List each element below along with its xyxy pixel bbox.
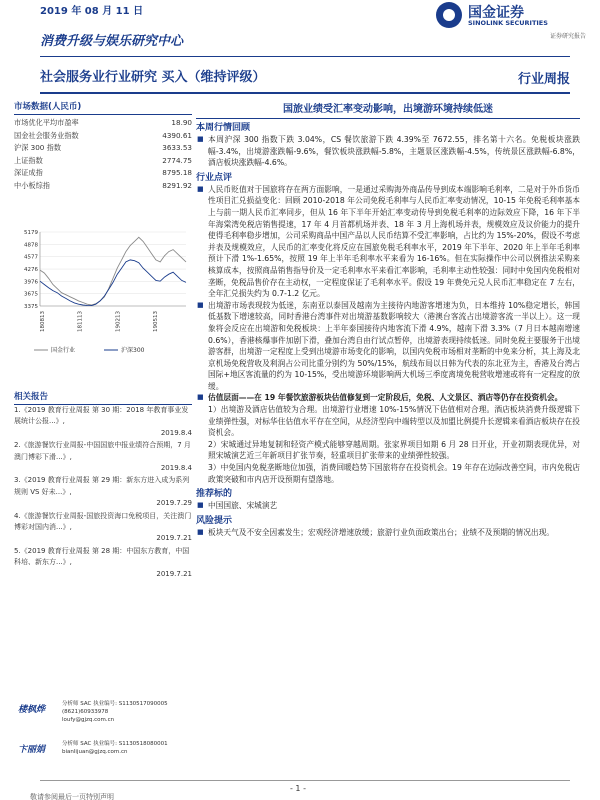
market-label: 中小板综指 xyxy=(14,180,50,190)
market-row xyxy=(14,117,192,130)
y-tick-label: 3675 xyxy=(24,291,38,298)
related-report-item[interactable] xyxy=(14,405,192,439)
article-title: 国旅业绩受汇率变动影响，出境游环境持续低迷 xyxy=(196,98,580,119)
section-recommendation: 推荐标的 xyxy=(196,489,233,500)
y-tick-label: 4577 xyxy=(24,254,38,261)
market-value: 8291.92 xyxy=(162,180,192,190)
related-report-item[interactable] xyxy=(14,475,192,509)
headline-divider xyxy=(40,92,570,94)
related-report-item[interactable] xyxy=(14,511,192,545)
view-paragraph-fx: ■ 人民币贬值对于国旅将存在两方面影响，一是通过采购海外商品传导到成本端影响毛利率，二是对于外币货币性项目汇兑损益变化：回顾 2010-2018 年公司免税毛利率与人民币汇率变动情况，10-15 年免税毛利率基本上与前一期人民币汇率同步，但从 16 年下半年开始汇率变动传导到免税毛利率的边际效应下降，16 年下半年海棠湾免税店销售提速，17 年 4 月首都机场并表、18 年 3 月上海机场并表，规模效应及议价能力的提升使得毛利率稳步增加，公司采购商品中国产品以人民币结算不受汇率影响，占比约为 15%-20%，假设不考虑并表及规模效应，人民币的汇率变化将反应在国旅免税毛利率水平，2019 年下半年、2020 年上半年毛利率预计下滑 1%-1.65%，按照 19 年上半年毛利率水平来看为 16-16%。但在实际操作中公司以例推法采购来核算成本，按照商品销售指导价及一定毛利率水平来看汇率影响，毛利率主动性较强：同时中免国内免税相对垄断，免税品售价存在主动权，一定程度保证了毛利率水平。假设 19 年费免元兑人民币汇率稳定在 7 左右，全年汇兑损失约为 0.7-1.2 亿元。 xyxy=(196,184,580,300)
market-data-title: 市场数据(人民币) xyxy=(14,100,192,115)
x-tick-label: 190213 xyxy=(115,311,122,332)
related-report-title: 5.《2019 教育行业周报 第 28 期：中国东方教育，中国科培、新东方...》, xyxy=(14,546,190,567)
related-report-title: 4.《旅游餐饮行业周报-国旅投资海口免税项目，关注澳门博彩对国内消...》, xyxy=(14,511,192,532)
analyst-name: 卞丽娟 xyxy=(18,745,46,755)
analyst-sac: 分析师 SAC 执业编号: S1130517090005 xyxy=(62,701,168,707)
research-center: 消费升级与娱乐研究中心 xyxy=(40,34,184,49)
analyst-email[interactable]: bianlijuan@gjzq.com.cn xyxy=(62,749,128,755)
section-weekly-review: 本周行情回顾 xyxy=(196,123,251,133)
y-tick-label: 4276 xyxy=(24,267,38,274)
market-label: 沪深 300 指数 xyxy=(14,143,62,153)
view-paragraph-outbound: ■ 出境游市场表现较为低迷，东南亚以泰国及越南为主接待内地游客增速为负，日本维持 10%稳定增长，韩国低基数下增速较高，同时香港台湾事件对出境游基数影响较大（港澳台客流占出境游客流一半以上）。这一现象将会反应在出境游和免税板块：上半年泰国接待内地客流下滑 4.9%，越南下滑 3.3%（7 月日本越南增速 0.6%），香港核爆事件加剧下滑，叠加台湾自由行试点暂停，出境游表现持续低迷。同时免税主要服务于出境游客群，出境游一定程度上受到出境游市场变化的影响，以国内免税市场相对垄断的中免来分析，其上海及北京机场免税营收及利润占公司比重分别约为 50%/15%，航线布局以日韩为代表的东北亚为主，香港及台湾占国际+地区客流量的约为 10-15%，受出境游环境影响两大机场三季度离境免税营收增速或将有一定程度的放缓。 xyxy=(196,300,580,393)
related-report-title: 1.《2019 教育行业周报 第 30 期：2018 年教育事业发展统计公报...》, xyxy=(14,406,189,426)
market-label: 深证成指 xyxy=(14,168,43,178)
valuation-point-3: 3）中免国内免税垄断地位加强，消费回暖趋势下国旅将存在投资机会。19 年存在边际改善空间，市内免税店政策突破和市内店开设预期有望落地。 xyxy=(208,463,580,484)
market-label: 国金社会服务业指数 xyxy=(14,130,79,140)
related-reports-title: 相关报告 xyxy=(14,390,192,405)
report-date: 2019 年 08 月 11 日 xyxy=(40,6,144,17)
market-row xyxy=(14,130,192,143)
analyst-contact xyxy=(62,708,114,724)
header-divider xyxy=(40,56,570,57)
market-value: 2774.75 xyxy=(162,155,192,165)
related-reports-list xyxy=(14,405,192,581)
market-label: 市场优化平均市盈率 xyxy=(14,118,79,127)
related-report-date: 2019.7.29 xyxy=(156,499,192,508)
market-value: 8795.18 xyxy=(162,168,192,178)
related-report-title: 2.《旅游餐饮行业周报-中国国旅中报业绩符合预期，7 月澳门博彩下滑...》, xyxy=(14,441,191,461)
main-content xyxy=(196,98,580,538)
related-report-item[interactable] xyxy=(14,440,192,474)
related-report-date: 2019.8.4 xyxy=(160,428,192,437)
y-tick-label: 4878 xyxy=(24,242,38,249)
x-tick-label: 181113 xyxy=(77,311,84,332)
risk-text: ■ 板块天气及不安全因素发生；宏观经济增速放缓；旅游行业负面政策出台；业绩不及预期的情况出现。 xyxy=(196,527,580,539)
analyst-phone: (8621)60933978 xyxy=(62,709,109,715)
view-paragraph-valuation: ■ 估值层面——在 19 年餐饮旅游板块估值修复到一定阶段后，免税、人文景区、酒店等仍存在投资机会。 xyxy=(196,392,580,404)
market-row xyxy=(14,155,192,168)
analyst-sac: 分析师 SAC 执业编号: S1130518080001 xyxy=(62,741,168,747)
related-report-date: 2019.7.21 xyxy=(156,569,192,578)
market-label: 上证指数 xyxy=(14,155,43,165)
related-report-title: 3.《2019 教育行业周报 第 29 期：新东方进入成为系列规则 VS 好未...》, xyxy=(14,476,190,496)
report-type: 行业周报 xyxy=(517,72,570,87)
y-tick-label: 3375 xyxy=(24,304,38,310)
recommendation-text: ■ 中国国旅、宋城演艺 xyxy=(196,500,580,512)
analyst-block xyxy=(14,740,192,770)
y-tick-label: 3976 xyxy=(24,279,38,286)
market-row xyxy=(14,142,192,155)
related-report-date: 2019.7.21 xyxy=(156,534,192,543)
market-value: 18.90 xyxy=(171,118,192,127)
market-row xyxy=(14,167,192,180)
footer-disclaimer: 敬请参阅最后一页特别声明 xyxy=(30,793,114,800)
series-line xyxy=(40,237,186,305)
x-tick-label: 190513 xyxy=(153,311,160,332)
footer-divider xyxy=(40,780,570,781)
analyst-email[interactable]: loufy@gjzq.com.cn xyxy=(62,717,115,723)
analyst-name: 楼枫烨 xyxy=(18,705,46,715)
analyst-block xyxy=(14,700,192,730)
valuation-point-2: 2）宋城通过异地复制和轻资产模式能够穿越周期。张家界项目如期 6 月 28 日开业，开业初期表现优异，对照宋城演艺近三年新项目扩张节奏，轻重项目扩张带来的业绩弹性较强。 xyxy=(208,439,580,461)
legend-label: 沪深300 xyxy=(121,347,145,354)
logo-subtitle: 证券研究报告 xyxy=(549,33,586,40)
x-tick-label: 180813 xyxy=(40,311,46,332)
market-value: 4390.61 xyxy=(162,130,192,140)
weekly-review-text: ■ 本周沪深 300 指数下跌 3.04%，CS 餐饮旅游下跌 4.39%至 7672.55，排名第十六名。免税板块涨跌幅-3.4%，出境游涨跌幅-9.6%，餐饮板块涨跌幅-5.8%，主题景区涨跌幅-4.5%，传统景区涨跌幅-6.8%，酒店板块涨跌幅-4.6%。 xyxy=(196,134,580,169)
market-row xyxy=(14,180,192,193)
legend-label: 国金行业 xyxy=(51,347,76,354)
section-risk: 风险提示 xyxy=(196,515,233,526)
market-data-table xyxy=(14,117,192,193)
related-report-item[interactable] xyxy=(14,546,192,580)
market-value: 3633.53 xyxy=(162,143,192,153)
index-chart xyxy=(14,228,192,360)
report-headline: 社会服务业行业研究 买入（维持评级） xyxy=(40,70,266,85)
logo-emblem-icon xyxy=(436,2,462,28)
analyst-contact xyxy=(62,748,127,756)
logo-name-cn: 国金证券 xyxy=(468,5,524,21)
page-number: - 1 - xyxy=(290,784,306,793)
series-line xyxy=(40,260,186,306)
section-industry-view: 行业点评 xyxy=(196,172,233,183)
sinolink-logo xyxy=(436,0,586,40)
logo-name-en: SINOLINK SECURITIES xyxy=(468,19,548,27)
valuation-point-1: 1）出境游及酒店估值较为合理。出境游行业增速 10%-15%情况下估值相对合理。酒店板块消费升级逻辑下业绩弹性强，对标华住估值水平存在空间，从经济型向中端转型以及加盟比例提升长逻辑来看酒店板块存在投资机会。 xyxy=(208,405,580,438)
related-report-date: 2019.8.4 xyxy=(160,464,192,473)
y-tick-label: 5179 xyxy=(24,230,38,236)
sidebar xyxy=(14,100,192,755)
